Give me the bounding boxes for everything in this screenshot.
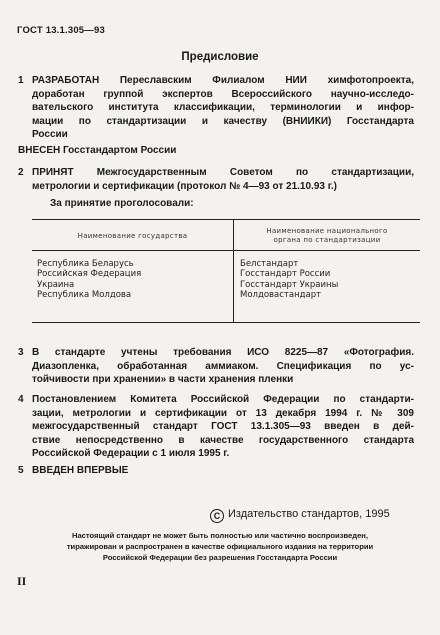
- item-number: 2: [18, 167, 24, 178]
- table-cell-body: Белстандарт: [240, 259, 299, 269]
- table-cell-state: Республика Беларусь: [37, 259, 134, 269]
- item-line: межгосударственный стандарт ГОСТ 13.1.305—93 введен в дей-: [32, 421, 414, 433]
- notice-line: тиражирован и распространен в качестве официального издания на территории: [66, 542, 374, 551]
- table-cell-state: Республика Молдова: [37, 289, 132, 300]
- item-line: тойчивости при хранении» в части хранения пленки: [32, 374, 294, 386]
- reproduction-notice: [18, 530, 422, 563]
- table-cell-body: Госстандарт Украины: [240, 279, 339, 290]
- table-cell-state: Украина: [37, 279, 75, 290]
- item-1: [18, 74, 414, 142]
- item-line: Диазопленка, обработанная аммиаком. Спецификация по ус-: [32, 360, 414, 372]
- item-line: В стандарте учтены требования ИСО 8225—87 «Фотография.: [32, 347, 414, 358]
- item-introduced: [18, 144, 400, 158]
- item-2: [18, 166, 414, 193]
- table-cell-state: Российская Федерация: [37, 269, 142, 280]
- item-line: России: [32, 129, 68, 141]
- column-header-state: Наименование государства: [77, 232, 188, 240]
- column-header-body: [234, 227, 420, 245]
- table-cell-body: Госстандарт России: [240, 269, 331, 280]
- item-4: [18, 393, 414, 461]
- item-3: [18, 346, 414, 387]
- table-cell-body: Молдовастандарт: [240, 289, 322, 300]
- vote-heading: За принятие проголосовали:: [50, 198, 194, 209]
- copyright: [210, 508, 390, 523]
- item-number: 5: [18, 465, 24, 476]
- copyright-text: Издательство стандартов, 1995: [228, 508, 390, 520]
- item-line: метрологии и сертификации (протокол № 4—93 от 21.10.93 г.): [32, 180, 337, 192]
- item-line: доработан группой экспертов Всероссийского научно-исследо-: [32, 88, 414, 100]
- notice-line: Настоящий стандарт не может быть полностью или частично воспроизведен,: [71, 531, 369, 540]
- bodies-column: [240, 259, 338, 300]
- item-line: ВВЕДЕН ВПЕРВЫЕ: [32, 465, 129, 476]
- column-header-line: органа по стандартизации: [273, 236, 381, 244]
- item-line: зации, метрологии и сертификации от 13 декабря 1994 г. № 309: [32, 407, 414, 419]
- notice-line: Российской Федерации без разрешения Госстандарта России: [102, 553, 338, 562]
- states-column: [37, 259, 141, 300]
- item-line: ПРИНЯТ Межгосударственным Советом по стандартизации,: [32, 167, 414, 178]
- item-line: ВНЕСЕН Госстандартом России: [18, 145, 177, 156]
- item-line: РАЗРАБОТАН Переславским Филиалом НИИ химфотопроекта,: [32, 75, 414, 86]
- column-header-line: Наименование национального: [266, 227, 388, 235]
- item-number: 3: [18, 347, 24, 358]
- copyright-icon: С: [210, 509, 224, 523]
- item-line: ствие непосредственно в качестве государственного стандарта: [32, 434, 414, 446]
- standard-code: ГОСТ 13.1.305—93: [17, 25, 105, 36]
- item-5: [18, 464, 414, 478]
- item-number: 4: [18, 394, 24, 405]
- table-header-rule: [32, 250, 420, 251]
- page-title: Предисловие: [181, 51, 259, 63]
- item-line: мации по стандартизации и качеству (ВНИИКИ) Госстандарта: [32, 115, 414, 127]
- item-line: Российской Федерации с 1 июля 1995 г.: [32, 448, 230, 460]
- item-line: Постановлением Комитета Российской Федерации по стандарти-: [32, 394, 414, 405]
- page-number: II: [17, 574, 27, 588]
- item-number: 1: [18, 75, 24, 86]
- vote-table: [32, 219, 420, 323]
- item-line: вательского института классификации, терминологии и инфор-: [32, 102, 414, 114]
